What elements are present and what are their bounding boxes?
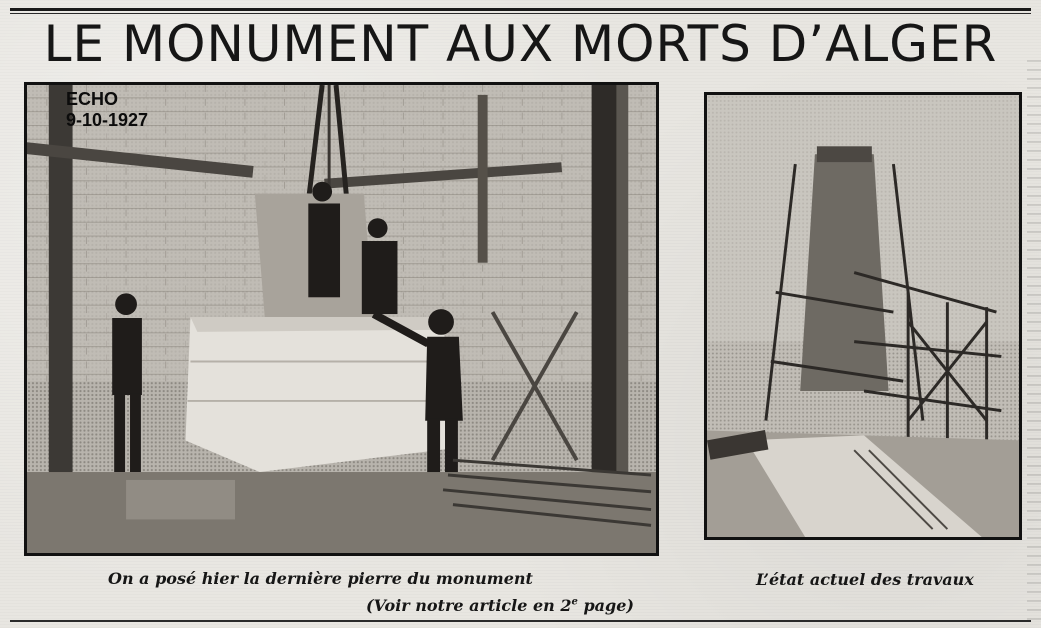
top-rule — [10, 8, 1031, 11]
stamp-date: 9-10-1927 — [66, 110, 149, 130]
photo-current-works — [704, 92, 1022, 540]
reference-text: (Voir notre article en 2 — [366, 596, 572, 615]
reference-text-end: page) — [577, 596, 634, 615]
headline: LE MONUMENT AUX MORTS D’ALGER — [43, 15, 998, 73]
caption-left: On a posé hier la dernière pierre du monument — [108, 569, 533, 588]
caption-left-reference — [366, 596, 634, 615]
reference-superscript: e — [571, 596, 578, 608]
bottom-rule — [10, 620, 1031, 622]
caption-right: L’état actuel des travaux — [756, 570, 974, 589]
photo-last-stone — [24, 82, 659, 556]
top-rule-thin — [10, 13, 1031, 14]
archive-stamp — [66, 89, 148, 131]
stamp-source: ECHO — [66, 89, 119, 109]
adjacent-column-bleed — [1027, 60, 1041, 620]
